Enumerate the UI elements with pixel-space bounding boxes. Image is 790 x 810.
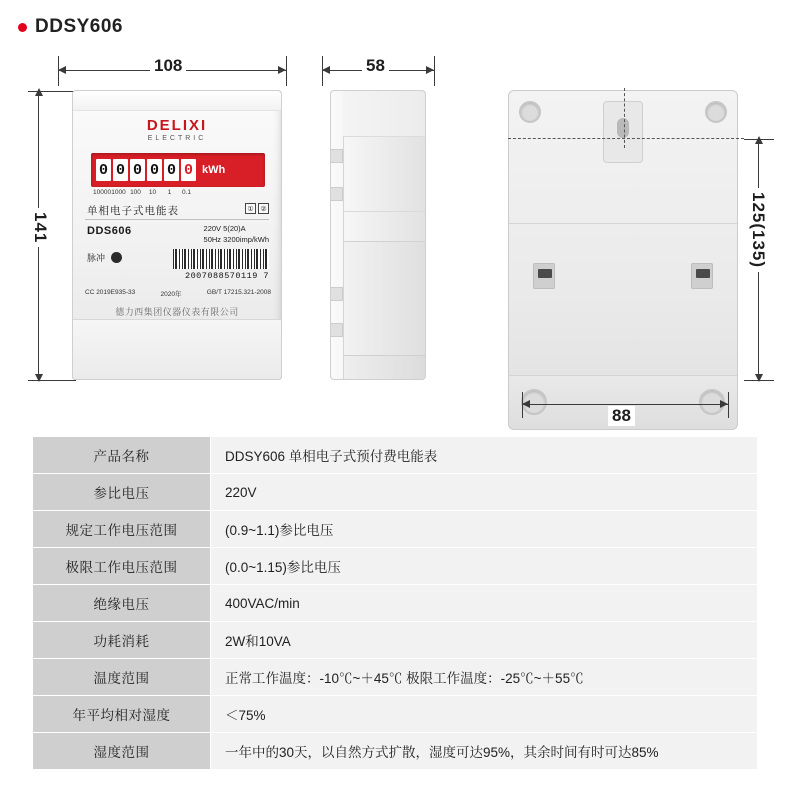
dim-88-arrow-right <box>720 400 728 408</box>
brand-name: DELIXI <box>146 117 208 134</box>
cert-right: GB/T 17215.321-2008 <box>206 289 271 296</box>
table-row <box>33 733 758 770</box>
manufacturer-name: 德力西集团仪器仪表有限公司 <box>115 307 239 317</box>
back-center-dashed-line <box>624 88 625 148</box>
page-title-text: DDSY606 <box>35 16 123 37</box>
specification-table <box>32 436 758 770</box>
front-divider <box>85 219 269 220</box>
scale-value: 10000 <box>93 189 112 196</box>
dim-88-tick-left <box>522 392 523 418</box>
dim-58-arrow-left <box>322 66 330 74</box>
dim-88-line <box>522 404 728 405</box>
spec-value: DDSY606 单相电子式预付费电能表 <box>211 437 758 474</box>
spec-value: (0.9~1.1)参比电压 <box>211 511 758 548</box>
hanger-hole-icon <box>617 118 629 138</box>
register-scale <box>93 189 265 196</box>
side-top-section <box>343 91 425 137</box>
dim-58-tick-left <box>322 56 323 86</box>
back-wire-slot <box>533 263 555 289</box>
side-terminal-bulge <box>344 241 425 359</box>
dim-141-arrow-up <box>35 88 43 96</box>
dim-141-label: 141 <box>30 208 50 247</box>
dim-88-tick-right <box>728 392 729 418</box>
dimension-drawing <box>0 48 790 428</box>
register-digit: 0 <box>147 159 162 181</box>
table-row <box>33 659 758 696</box>
back-wire-slot <box>691 263 713 289</box>
pulse-indicator-row <box>87 251 122 264</box>
brand-block <box>73 117 281 142</box>
spec-value: 2W和10VA <box>211 622 758 659</box>
side-foot <box>344 355 425 379</box>
spec-line: 220V 5(20)A <box>203 224 246 233</box>
table-row <box>33 548 758 585</box>
dim-108-label: 108 <box>150 56 186 76</box>
meter-front-view <box>72 90 282 380</box>
spec-value: 220V <box>211 474 758 511</box>
dim-141-tick-top <box>28 91 76 92</box>
front-product-title: 单相电子式电能表 <box>87 205 179 217</box>
table-row <box>33 511 758 548</box>
table-row <box>33 585 758 622</box>
scale-value: 1000 <box>111 189 126 196</box>
bullet-dot-icon <box>18 23 27 32</box>
spec-value: 一年中的30天，以自然方式扩散，湿度可达95%，其余时间有时可达85% <box>211 733 758 770</box>
dim-58-label: 58 <box>362 56 389 76</box>
spec-key: 产品名称 <box>33 437 211 474</box>
front-model-label: DDS606 <box>87 225 132 237</box>
dim-125-tick-top <box>744 139 774 140</box>
cert-left: CC 2019E935-33 <box>85 289 136 296</box>
table-row <box>33 437 758 474</box>
meter-side-view <box>330 90 426 380</box>
scale-value: 0.1 <box>181 189 192 196</box>
table-row <box>33 696 758 733</box>
spec-value: ＜75% <box>211 696 758 733</box>
spec-key: 年平均相对湿度 <box>33 696 211 733</box>
back-horizontal-dashed-line <box>508 138 744 139</box>
dim-125-tick-bottom <box>744 380 774 381</box>
register-digit: 0 <box>96 159 111 181</box>
table-row <box>33 474 758 511</box>
page-title <box>18 16 123 38</box>
back-mid-line <box>509 223 737 224</box>
front-terminal-cover <box>73 320 281 379</box>
dim-58-arrow-right <box>426 66 434 74</box>
side-notch <box>331 187 343 201</box>
spec-key: 极限工作电压范围 <box>33 548 211 585</box>
register-digit: 0 <box>164 159 179 181</box>
dim-88-label: 88 <box>608 406 635 426</box>
spec-value: 正常工作温度：-10℃~＋45℃ 极限工作温度：-25℃~＋55℃ <box>211 659 758 696</box>
spec-line: 50Hz 3200imp/kWh <box>203 235 269 245</box>
class-mark-box: ① <box>245 203 256 214</box>
mounting-hole-icon <box>519 101 541 123</box>
barcode-icon <box>173 249 269 269</box>
register-digit: 0 <box>130 159 145 181</box>
side-notch <box>331 323 343 337</box>
dim-58-tick-right <box>434 56 435 86</box>
side-body-line <box>344 211 425 212</box>
spec-value: 400VAC/min <box>211 585 758 622</box>
spec-key: 湿度范围 <box>33 733 211 770</box>
register-digit: 0 <box>113 159 128 181</box>
dim-125-label: 125(135) <box>748 188 768 272</box>
pulse-label: 脉冲 <box>87 253 106 263</box>
dim-108-arrow-left <box>58 66 66 74</box>
pulse-led-icon <box>111 252 122 263</box>
register-unit: kWh <box>202 164 226 176</box>
class-marks <box>245 203 269 214</box>
scale-value: 1 <box>167 189 172 196</box>
side-notch <box>331 149 343 163</box>
register-digits <box>96 159 196 181</box>
barcode-number: 2007088570119 7 <box>184 271 269 281</box>
meter-back-view <box>508 90 738 430</box>
dim-125-arrow-up <box>755 136 763 144</box>
register-digit-decimal: 0 <box>181 159 196 181</box>
dim-108-arrow-right <box>278 66 286 74</box>
spec-value: (0.0~1.15)参比电压 <box>211 548 758 585</box>
table-row <box>33 622 758 659</box>
dim-108-tick-left <box>58 56 59 86</box>
spec-key: 温度范围 <box>33 659 211 696</box>
cert-mid: 2020年 <box>160 291 182 298</box>
class-mark-box: ② <box>258 203 269 214</box>
dim-88-arrow-left <box>522 400 530 408</box>
energy-register <box>91 153 265 187</box>
side-notch <box>331 287 343 301</box>
brand-subtitle: ELECTRIC <box>147 135 207 142</box>
spec-key: 规定工作电压范围 <box>33 511 211 548</box>
front-top-band <box>73 91 281 111</box>
back-hanger-tab <box>603 101 643 163</box>
scale-value: 10 <box>148 189 157 196</box>
spec-key: 功耗消耗 <box>33 622 211 659</box>
dim-108-tick-right <box>286 56 287 86</box>
mounting-hole-icon <box>705 101 727 123</box>
certification-row <box>85 289 271 298</box>
spec-key: 参比电压 <box>33 474 211 511</box>
scale-value: 100 <box>130 189 141 196</box>
front-electrical-specs <box>204 223 269 246</box>
spec-key: 绝缘电压 <box>33 585 211 622</box>
dim-141-tick-bottom <box>28 380 76 381</box>
